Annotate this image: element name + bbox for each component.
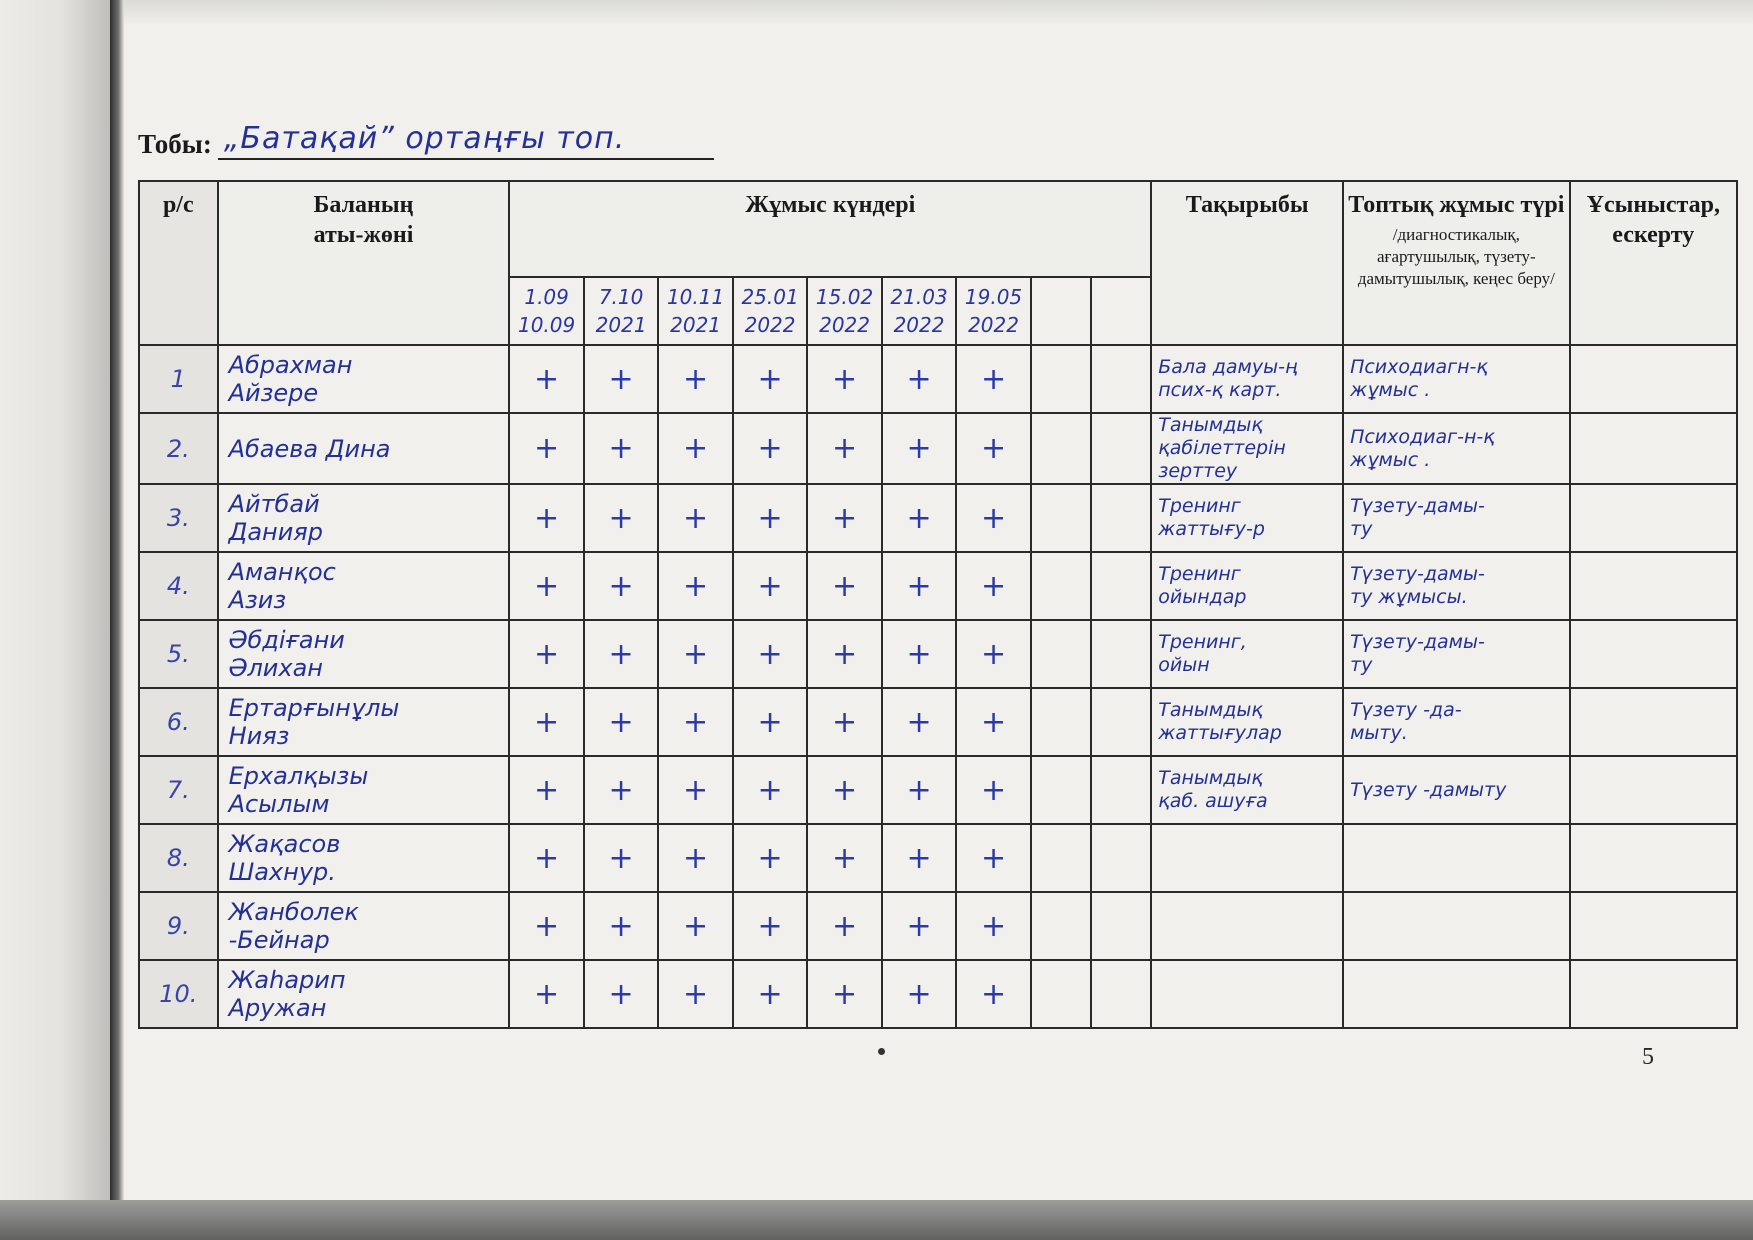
row-number: 10.	[139, 960, 218, 1028]
notes-cell	[1570, 892, 1737, 960]
col-header-topic: Тақырыбы	[1151, 181, 1343, 345]
attendance-mark: +	[509, 620, 583, 688]
attendance-mark: +	[658, 413, 732, 484]
work-type-cell	[1343, 892, 1570, 960]
row-number: 2.	[139, 413, 218, 484]
date-cell	[1031, 277, 1091, 345]
work-type-cell: Түзету -дамыту	[1343, 756, 1570, 824]
group-label: Тобы:	[138, 129, 212, 159]
topic-cell	[1151, 892, 1343, 960]
attendance-mark: +	[956, 620, 1030, 688]
attendance-mark: +	[882, 892, 956, 960]
attendance-mark: +	[956, 484, 1030, 552]
attendance-mark: +	[584, 892, 658, 960]
attendance-mark: +	[584, 824, 658, 892]
attendance-mark	[1031, 413, 1091, 484]
child-name: Аманқос Азиз	[218, 552, 510, 620]
attendance-mark: +	[956, 688, 1030, 756]
attendance-mark: +	[956, 552, 1030, 620]
attendance-mark: +	[658, 484, 732, 552]
attendance-mark: +	[509, 756, 583, 824]
facing-page-edge	[0, 0, 112, 1240]
date-cell	[1091, 277, 1151, 345]
notes-cell	[1570, 552, 1737, 620]
attendance-mark: +	[882, 484, 956, 552]
date-cell: 25.01 2022	[733, 277, 807, 345]
attendance-mark: +	[658, 756, 732, 824]
row-number: 4.	[139, 552, 218, 620]
attendance-mark: +	[658, 345, 732, 413]
col-header-child-name: Баланың аты-жөні	[218, 181, 510, 345]
attendance-mark: +	[733, 620, 807, 688]
attendance-mark: +	[956, 960, 1030, 1028]
attendance-mark: +	[807, 892, 881, 960]
work-type-cell: Түзету-дамы- ту	[1343, 620, 1570, 688]
attendance-mark: +	[584, 960, 658, 1028]
topic-cell: Танымдық қабілеттерін зерттеу	[1151, 413, 1343, 484]
date-cell: 15.02 2022	[807, 277, 881, 345]
attendance-mark: +	[882, 620, 956, 688]
work-type-cell: Психодиаг-н-қ жұмыс .	[1343, 413, 1570, 484]
attendance-mark: +	[807, 960, 881, 1028]
attendance-mark: +	[584, 413, 658, 484]
attendance-mark: +	[509, 892, 583, 960]
table-row	[139, 620, 1737, 688]
attendance-mark: +	[807, 824, 881, 892]
date-cell: 10.11 2021	[658, 277, 732, 345]
notes-cell	[1570, 960, 1737, 1028]
attendance-mark	[1091, 620, 1151, 688]
topic-cell: Тренинг жаттығу-р	[1151, 484, 1343, 552]
attendance-mark	[1091, 484, 1151, 552]
attendance-mark: +	[807, 413, 881, 484]
table-row	[139, 824, 1737, 892]
attendance-mark: +	[509, 345, 583, 413]
child-name: Абаева Дина	[218, 413, 510, 484]
attendance-mark: +	[658, 824, 732, 892]
table-row	[139, 960, 1737, 1028]
work-type-cell: Түзету-дамы- ту	[1343, 484, 1570, 552]
attendance-mark: +	[584, 756, 658, 824]
attendance-mark	[1031, 552, 1091, 620]
notes-cell	[1570, 484, 1737, 552]
col-header-number: р/с	[139, 181, 218, 345]
table-row	[139, 688, 1737, 756]
work-type-cell	[1343, 960, 1570, 1028]
col-header-work-days: Жұмыс күндері	[509, 181, 1151, 277]
date-cell: 7.10 2021	[584, 277, 658, 345]
attendance-mark: +	[807, 756, 881, 824]
topic-cell: Танымдық жаттығулар	[1151, 688, 1343, 756]
child-name: Жанболек -Бейнар	[218, 892, 510, 960]
row-number: 6.	[139, 688, 218, 756]
col-header-work-type	[1343, 181, 1570, 345]
notes-cell	[1570, 824, 1737, 892]
attendance-mark: +	[658, 552, 732, 620]
row-number: 5.	[139, 620, 218, 688]
attendance-mark: +	[733, 960, 807, 1028]
group-line	[138, 112, 778, 160]
work-type-title: Топтық жұмыс түрі	[1348, 192, 1565, 218]
attendance-mark: +	[733, 484, 807, 552]
work-type-cell: Түзету -да- мыту.	[1343, 688, 1570, 756]
notes-cell	[1570, 345, 1737, 413]
table-row	[139, 892, 1737, 960]
notes-cell	[1570, 413, 1737, 484]
attendance-mark: +	[807, 688, 881, 756]
attendance-mark	[1031, 892, 1091, 960]
attendance-mark: +	[658, 960, 732, 1028]
table-row	[139, 484, 1737, 552]
attendance-mark: +	[733, 824, 807, 892]
attendance-mark: +	[733, 892, 807, 960]
work-type-cell: Психодиагн-қ жұмыс .	[1343, 345, 1570, 413]
topic-cell: Тренинг, ойын	[1151, 620, 1343, 688]
attendance-mark: +	[807, 552, 881, 620]
attendance-mark	[1091, 756, 1151, 824]
row-number: 9.	[139, 892, 218, 960]
notes-cell	[1570, 756, 1737, 824]
attendance-mark	[1091, 552, 1151, 620]
attendance-mark	[1031, 824, 1091, 892]
child-name: Жақасов Шахнур.	[218, 824, 510, 892]
attendance-mark: +	[882, 345, 956, 413]
row-number: 3.	[139, 484, 218, 552]
attendance-mark: +	[733, 413, 807, 484]
topic-cell: Бала дамуы-ң псих-қ карт.	[1151, 345, 1343, 413]
attendance-mark: +	[584, 620, 658, 688]
attendance-mark: +	[509, 688, 583, 756]
attendance-mark: +	[956, 345, 1030, 413]
scanner-bed-edge	[0, 1200, 1753, 1240]
group-name-handwritten: „Батақай” ортаңғы топ.	[218, 121, 714, 160]
attendance-mark: +	[509, 960, 583, 1028]
attendance-mark: +	[882, 824, 956, 892]
attendance-mark	[1091, 345, 1151, 413]
topic-cell	[1151, 960, 1343, 1028]
attendance-mark	[1091, 824, 1151, 892]
attendance-mark: +	[733, 345, 807, 413]
child-name: Жаһарип Аружан	[218, 960, 510, 1028]
attendance-mark: +	[807, 345, 881, 413]
attendance-mark: +	[584, 484, 658, 552]
table-row	[139, 552, 1737, 620]
attendance-mark: +	[807, 620, 881, 688]
work-type-subtitle: /диагностикалық, ағартушылық, түзету-дамытушылық, кеңес беру/	[1357, 225, 1555, 288]
attendance-mark: +	[658, 688, 732, 756]
child-name: Ертарғынұлы Нияз	[218, 688, 510, 756]
attendance-mark: +	[658, 892, 732, 960]
notes-cell	[1570, 620, 1737, 688]
attendance-mark: +	[584, 688, 658, 756]
date-cell: 19.05 2022	[956, 277, 1030, 345]
attendance-mark: +	[956, 756, 1030, 824]
attendance-mark: +	[509, 413, 583, 484]
binding-fold	[110, 0, 124, 1200]
attendance-mark: +	[509, 552, 583, 620]
topic-cell: Танымдық қаб. ашуға	[1151, 756, 1343, 824]
attendance-mark: +	[882, 960, 956, 1028]
attendance-mark	[1031, 960, 1091, 1028]
attendance-mark: +	[509, 824, 583, 892]
date-cell: 21.03 2022	[882, 277, 956, 345]
attendance-mark	[1031, 345, 1091, 413]
topic-cell: Тренинг ойындар	[1151, 552, 1343, 620]
work-type-cell	[1343, 824, 1570, 892]
ink-dot	[878, 1048, 885, 1055]
table-row	[139, 345, 1737, 413]
row-number: 7.	[139, 756, 218, 824]
page-top-shadow	[124, 0, 1753, 26]
attendance-mark	[1091, 892, 1151, 960]
work-type-cell: Түзету-дамы- ту жұмысы.	[1343, 552, 1570, 620]
attendance-table	[138, 180, 1738, 1029]
row-number: 1	[139, 345, 218, 413]
attendance-mark	[1031, 484, 1091, 552]
page-number: 5	[1642, 1044, 1654, 1070]
attendance-mark	[1091, 688, 1151, 756]
attendance-mark: +	[956, 413, 1030, 484]
row-number: 8.	[139, 824, 218, 892]
attendance-mark: +	[807, 484, 881, 552]
attendance-mark: +	[882, 756, 956, 824]
table-row	[139, 756, 1737, 824]
attendance-mark: +	[733, 552, 807, 620]
attendance-mark	[1091, 960, 1151, 1028]
topic-cell	[1151, 824, 1343, 892]
attendance-mark: +	[882, 413, 956, 484]
attendance-mark: +	[584, 345, 658, 413]
attendance-mark: +	[733, 688, 807, 756]
attendance-mark: +	[956, 892, 1030, 960]
attendance-mark: +	[658, 620, 732, 688]
attendance-mark: +	[882, 688, 956, 756]
attendance-mark	[1031, 620, 1091, 688]
attendance-mark: +	[956, 824, 1030, 892]
attendance-mark	[1091, 413, 1151, 484]
notes-cell	[1570, 688, 1737, 756]
table-row	[139, 413, 1737, 484]
attendance-mark: +	[584, 552, 658, 620]
child-name: Әбдіғани Әлихан	[218, 620, 510, 688]
date-cell: 1.09 10.09	[509, 277, 583, 345]
attendance-mark: +	[509, 484, 583, 552]
child-name: Ерхалқызы Асылым	[218, 756, 510, 824]
child-name: Айтбай Данияр	[218, 484, 510, 552]
attendance-mark: +	[733, 756, 807, 824]
child-name: Абрахман Айзере	[218, 345, 510, 413]
attendance-mark	[1031, 756, 1091, 824]
attendance-mark: +	[882, 552, 956, 620]
attendance-mark	[1031, 688, 1091, 756]
col-header-notes: Ұсыныстар, ескерту	[1570, 181, 1737, 345]
